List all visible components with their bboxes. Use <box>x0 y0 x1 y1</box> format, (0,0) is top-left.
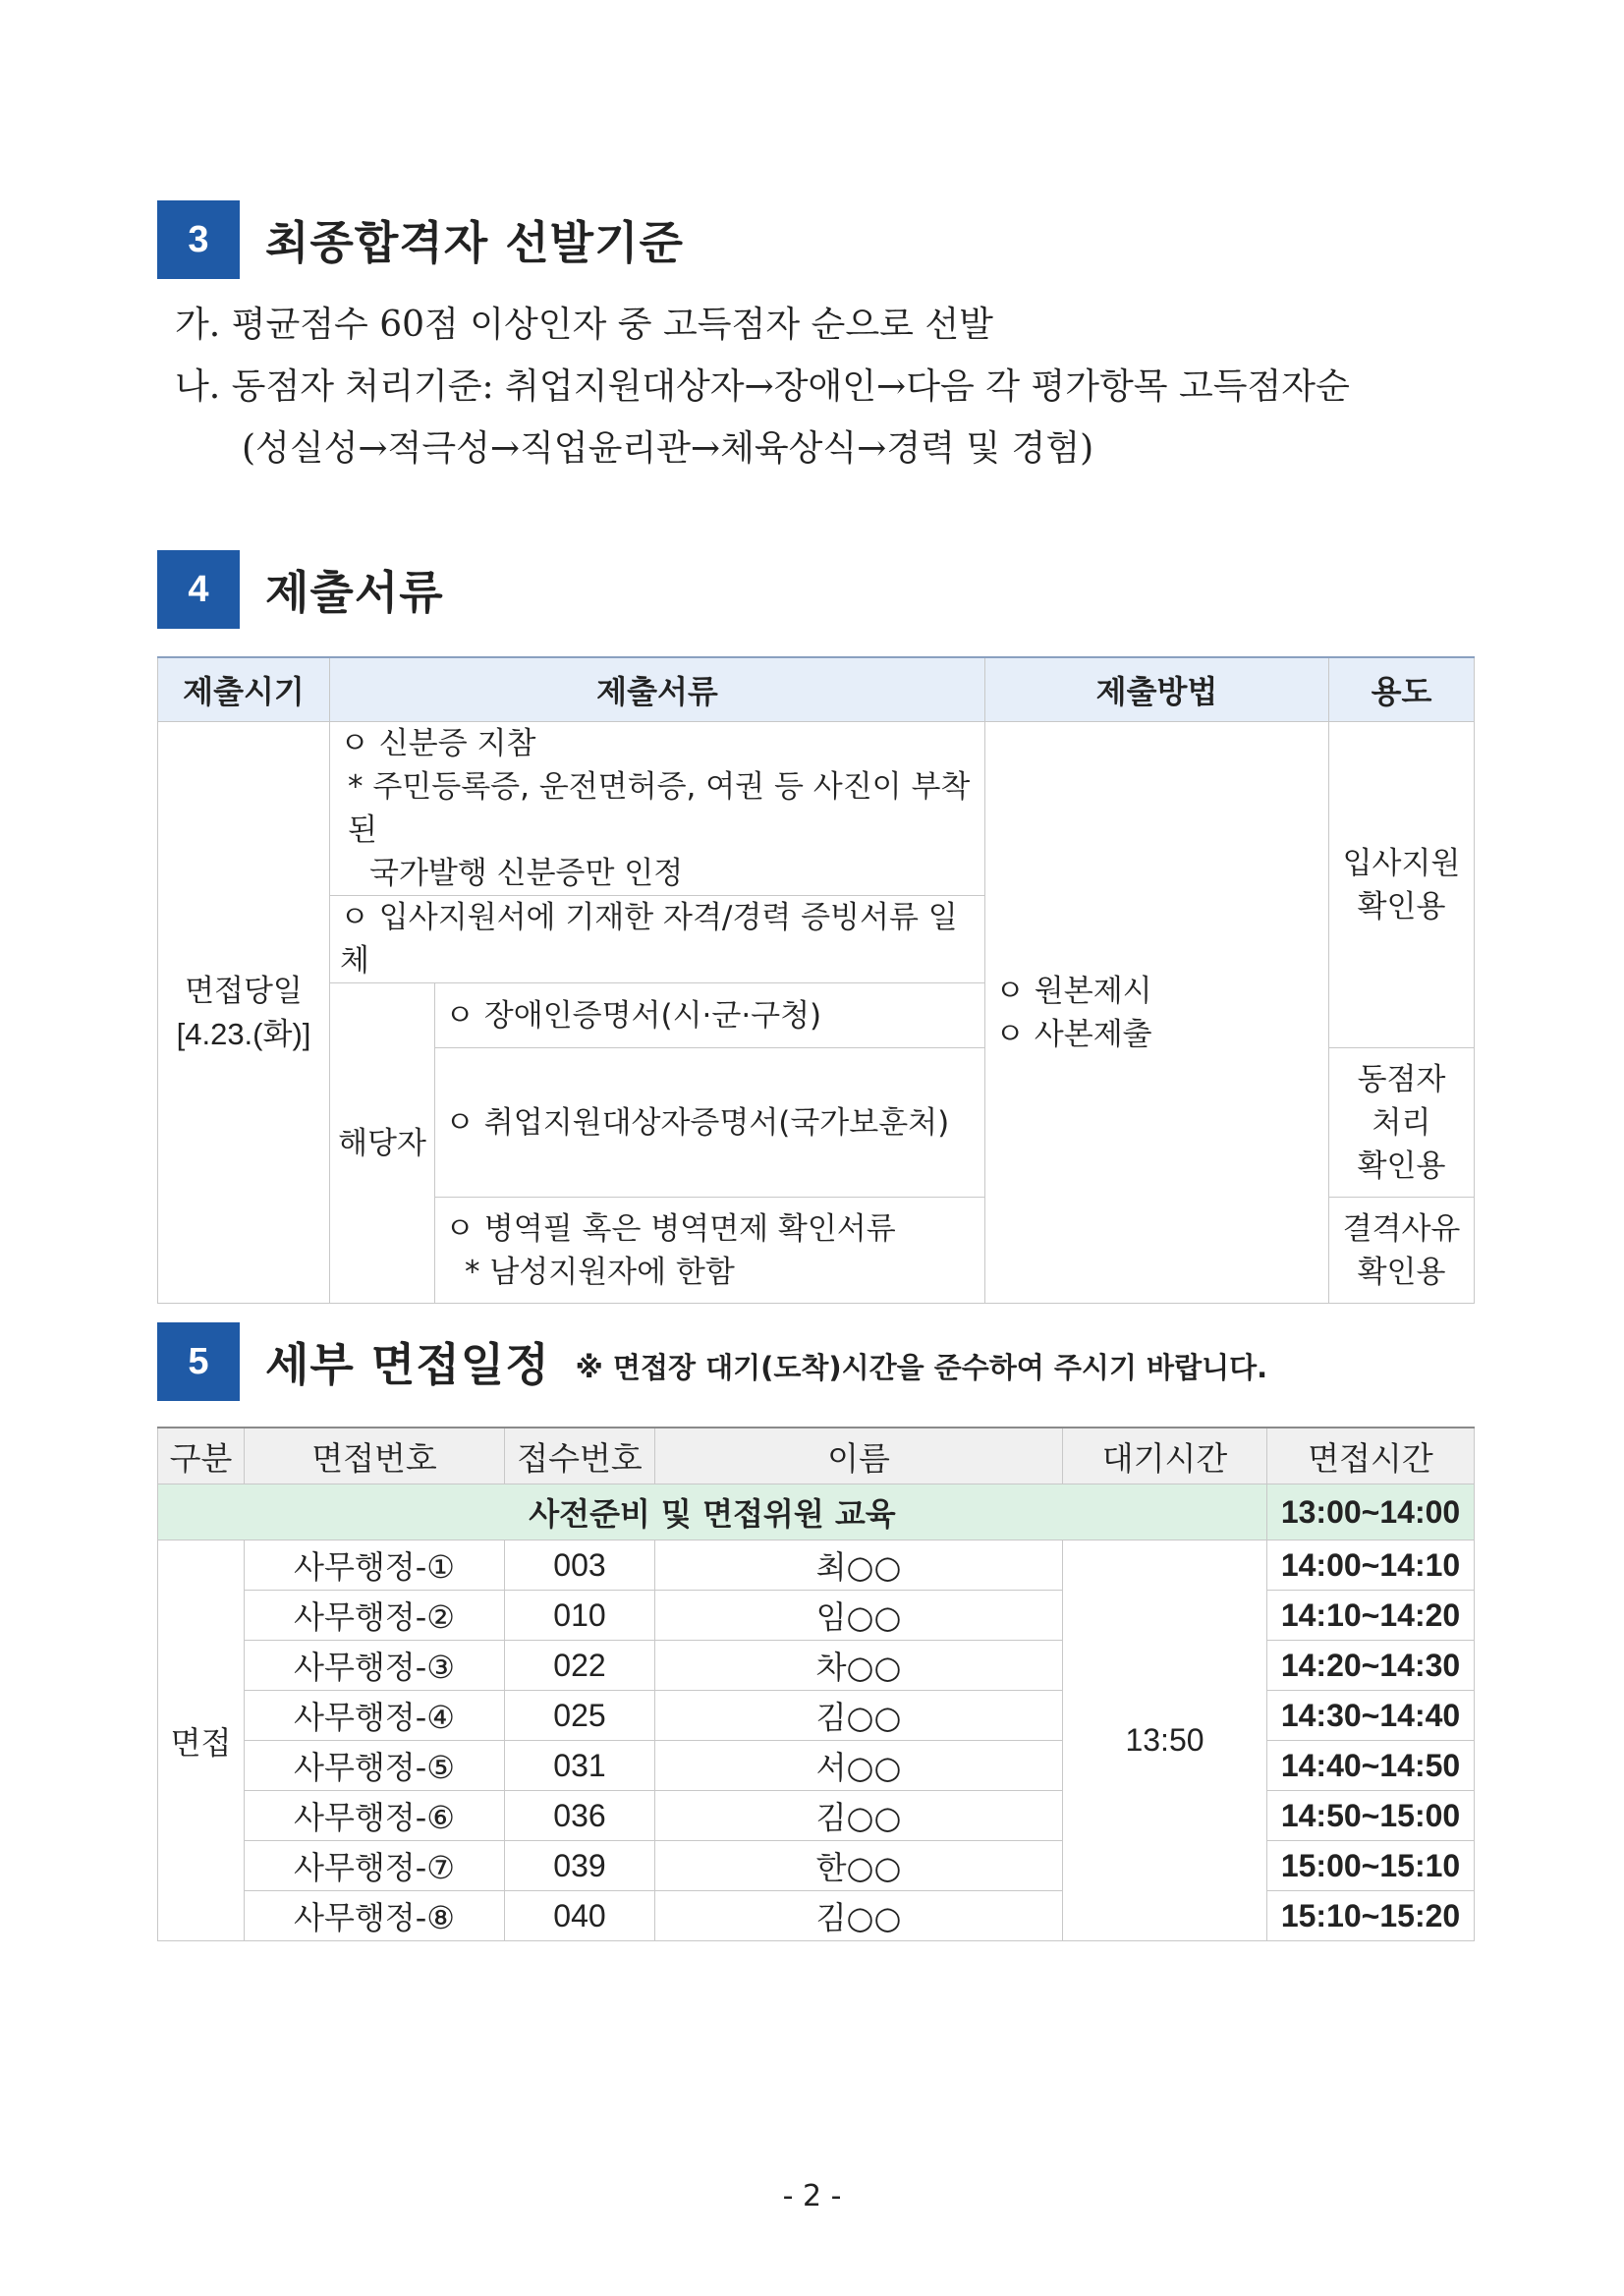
table-row <box>158 1891 1475 1941</box>
section-5-header <box>157 1322 1267 1401</box>
use-cell <box>1329 722 1475 1048</box>
prep-label: 사전준비 및 면접위원 교육 <box>158 1484 1267 1540</box>
header-cell: 대기시간 <box>1063 1428 1267 1484</box>
applicant-name: 김○○ <box>655 1891 1063 1941</box>
table-row <box>158 1791 1475 1841</box>
table-header-row <box>158 657 1475 722</box>
applicant-name: 한○○ <box>655 1841 1063 1891</box>
doc-cell <box>435 1198 985 1304</box>
section-title: 최종합격자 선발기준 <box>265 216 684 269</box>
doc-cell <box>330 722 985 896</box>
schedule-table <box>157 1427 1475 1941</box>
header-cell: 면접번호 <box>245 1428 505 1484</box>
use-text: 입사지원 <box>1342 845 1461 881</box>
header-cell: 제출방법 <box>985 657 1329 722</box>
use-text: 결격사유 <box>1342 1210 1461 1247</box>
criteria-line-a: 가. 평균점수 60점 이상인자 중 고득점자 순으로 선발 <box>175 305 993 345</box>
section-title: 제출서류 <box>265 566 444 619</box>
section-number: 3 <box>157 200 240 279</box>
wait-time: 13:50 <box>1063 1540 1267 1941</box>
applicant-name: 김○○ <box>655 1691 1063 1741</box>
applicant-name: 임○○ <box>655 1591 1063 1641</box>
doc-cell: ㅇ 입사지원서에 기재한 자격/경력 증빙서류 일체 <box>330 896 985 983</box>
category-cell: 면접 <box>158 1540 245 1941</box>
header-cell: 이름 <box>655 1428 1063 1484</box>
table-row <box>158 1591 1475 1641</box>
applicable-cell: 해당자 <box>330 983 435 1304</box>
header-cell: 구분 <box>158 1428 245 1484</box>
use-text: 처리 <box>1372 1104 1431 1141</box>
table-row <box>158 1841 1475 1891</box>
interview-time: 14:40~14:50 <box>1267 1741 1475 1791</box>
method-cell <box>985 722 1329 1304</box>
header-cell: 접수번호 <box>505 1428 655 1484</box>
interview-no: 사무행정-⑤ <box>245 1741 505 1791</box>
use-cell <box>1329 1198 1475 1304</box>
applicant-name: 서○○ <box>655 1741 1063 1791</box>
documents-table <box>157 656 1475 1304</box>
interview-no: 사무행정-② <box>245 1591 505 1641</box>
reg-no: 031 <box>505 1741 655 1791</box>
timing-cell <box>158 722 330 1304</box>
section-4-header <box>157 550 444 629</box>
method-item: ㅇ 원본제시 <box>995 973 1152 1009</box>
doc-note: * 남성지원자에 한함 <box>465 1254 735 1290</box>
interview-time: 14:50~15:00 <box>1267 1791 1475 1841</box>
doc-note: * 주민등록증, 운전면허증, 여권 등 사진이 부착된 <box>348 769 971 848</box>
doc-item: ㅇ 병역필 혹은 병역면제 확인서류 <box>445 1210 896 1247</box>
reg-no: 025 <box>505 1691 655 1741</box>
use-text: 확인용 <box>1357 1254 1446 1290</box>
table-row <box>158 1540 1475 1591</box>
use-cell <box>1329 1048 1475 1198</box>
reg-no: 039 <box>505 1841 655 1891</box>
reg-no: 003 <box>505 1540 655 1591</box>
criteria-line-b: 나. 동점자 처리기준: 취업지원대상자→장애인→다음 각 평가항목 고득점자순 <box>175 366 1350 407</box>
interview-time: 14:10~14:20 <box>1267 1591 1475 1641</box>
interview-no: 사무행정-⑥ <box>245 1791 505 1841</box>
header-cell: 제출시기 <box>158 657 330 722</box>
timing-date: [4.23.(화)] <box>176 1016 311 1051</box>
interview-time: 14:30~14:40 <box>1267 1691 1475 1741</box>
header-cell: 용도 <box>1329 657 1475 722</box>
doc-cell: ㅇ 취업지원대상자증명서(국가보훈처) <box>435 1048 985 1198</box>
applicant-name: 김○○ <box>655 1791 1063 1841</box>
table-header-row <box>158 1428 1475 1484</box>
interview-no: 사무행정-⑦ <box>245 1841 505 1891</box>
reg-no: 036 <box>505 1791 655 1841</box>
prep-time: 13:00~14:00 <box>1267 1484 1475 1540</box>
table-row <box>158 1741 1475 1791</box>
interview-no: 사무행정-⑧ <box>245 1891 505 1941</box>
interview-no: 사무행정-① <box>245 1540 505 1591</box>
method-item: ㅇ 사본제출 <box>995 1016 1152 1052</box>
criteria-line-b2: (성실성→적극성→직업윤리관→체육상식→경력 및 경험) <box>242 428 1094 469</box>
applicant-name: 차○○ <box>655 1641 1063 1691</box>
page-number: - 2 - <box>782 2179 842 2213</box>
use-text: 동점자 <box>1357 1061 1446 1097</box>
reg-no: 010 <box>505 1591 655 1641</box>
doc-item: ㅇ 신분증 지참 <box>340 726 536 761</box>
interview-time: 14:00~14:10 <box>1267 1540 1475 1591</box>
header-cell: 면접시간 <box>1267 1428 1475 1484</box>
use-text: 확인용 <box>1357 1148 1446 1184</box>
table-row <box>158 1691 1475 1741</box>
section-number: 4 <box>157 550 240 629</box>
header-cell: 제출서류 <box>330 657 985 722</box>
reg-no: 040 <box>505 1891 655 1941</box>
doc-cell: ㅇ 장애인증명서(시·군·구청) <box>435 983 985 1048</box>
section-note: ※ 면접장 대기(도착)시간을 준수하여 주시기 바랍니다. <box>575 1350 1268 1384</box>
interview-no: 사무행정-④ <box>245 1691 505 1741</box>
table-row <box>158 722 1475 896</box>
interview-time: 14:20~14:30 <box>1267 1641 1475 1691</box>
interview-time: 15:00~15:10 <box>1267 1841 1475 1891</box>
table-row <box>158 1641 1475 1691</box>
applicant-name: 최○○ <box>655 1540 1063 1591</box>
prep-row <box>158 1484 1475 1540</box>
interview-no: 사무행정-③ <box>245 1641 505 1691</box>
timing-label: 면접당일 <box>185 973 303 1009</box>
section-3-header <box>157 200 684 279</box>
section-title: 세부 면접일정 <box>265 1338 550 1391</box>
use-text: 확인용 <box>1357 888 1446 924</box>
doc-note: 국가발행 신분증만 인정 <box>369 856 684 891</box>
interview-time: 15:10~15:20 <box>1267 1891 1475 1941</box>
reg-no: 022 <box>505 1641 655 1691</box>
section-number: 5 <box>157 1322 240 1401</box>
